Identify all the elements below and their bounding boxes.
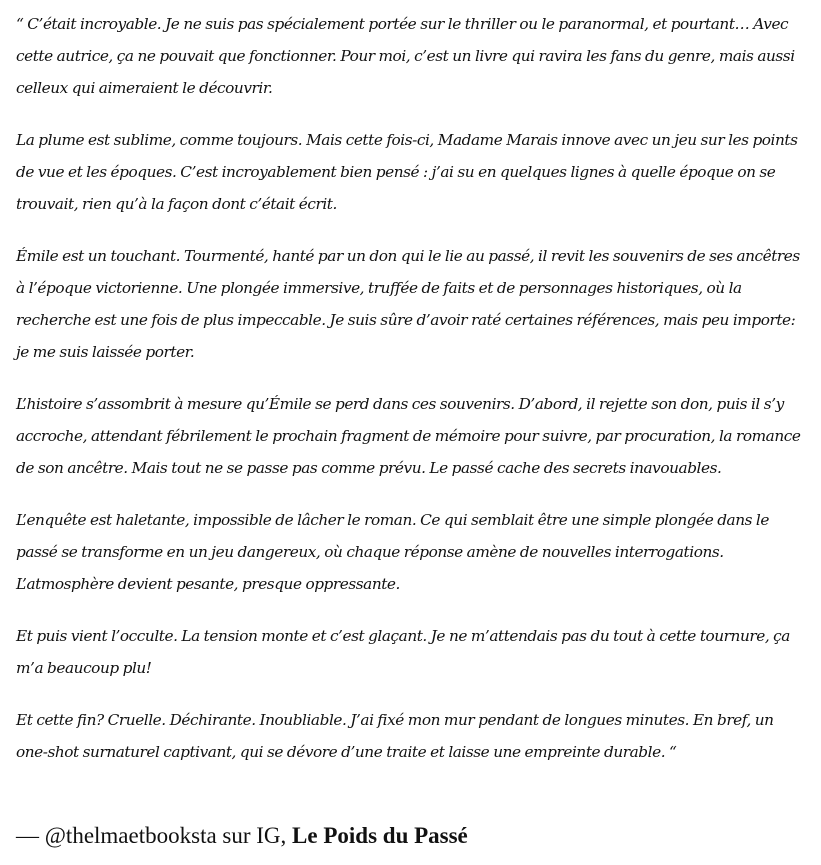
review-paragraph: L’histoire s’assombrit à mesure qu’Émile se perd dans ces souvenirs. D’abord, il rejette son don, puis il s’y accroche, attendant fébrilement le prochain fragment de mémoire pour suivre, par procuration, la romance de son ancêtre. Mais tout ne se passe pas comme prévu. Le passé cache des secrets inavouables. — [16, 395, 801, 477]
review-paragraph: L’enquête est haletante, impossible de lâcher le roman. Ce qui semblait être une simple plongée dans le passé se transforme en un jeu dangereux, où chaque réponse amène de nouvelles interrogations. L’atmosphère devient pesante, presque oppressante. — [16, 511, 769, 593]
review-attribution — [16, 820, 468, 852]
review-paragraph: Et cette fin? Cruelle. Déchirante. Inoubliable. J’ai fixé mon mur pendant de longues minutes. En bref, un one-shot surnaturel captivant, qui se dévore d’une traite et laisse une empreinte durable. “ — [16, 711, 774, 761]
review-paragraph: Émile est un touchant. Tourmenté, hanté par un don qui le lie au passé, il revit les souvenirs de ses ancêtres à l’époque victorienne. Une plongée immersive, truffée de faits et de personnages historiques, où la recherche est une fois de plus impeccable. Je suis sûre d’avoir raté certaines références, mais peu importe: je me suis laissée porter. — [16, 247, 800, 361]
attribution-author: — @thelmaetbooksta sur IG, — [16, 823, 293, 848]
review-quote — [16, 8, 806, 788]
review-paragraph: La plume est sublime, comme toujours. Mais cette fois-ci, Madame Marais innove avec un jeu sur les points de vue et les époques. C’est incroyablement bien pensé : j’ai su en quelques lignes à quelle époque on se trouvait, rien qu’à la façon dont c’était écrit. — [16, 131, 798, 213]
review-paragraph: Et puis vient l’occulte. La tension monte et c’est glaçant. Je ne m’attendais pas du tout à cette tournure, ça m’a beaucoup plu! — [16, 627, 790, 677]
review-paragraph: “ C’était incroyable. Je ne suis pas spécialement portée sur le thriller ou le paranormal, et pourtant… Avec cette autrice, ça ne pouvait que fonctionner. Pour moi, c’est un livre qui ravira les fans du genre, mais aussi celleux qui aimeraient le découvrir. — [16, 15, 795, 97]
attribution-book-title: Le Poids du Passé — [292, 823, 468, 848]
